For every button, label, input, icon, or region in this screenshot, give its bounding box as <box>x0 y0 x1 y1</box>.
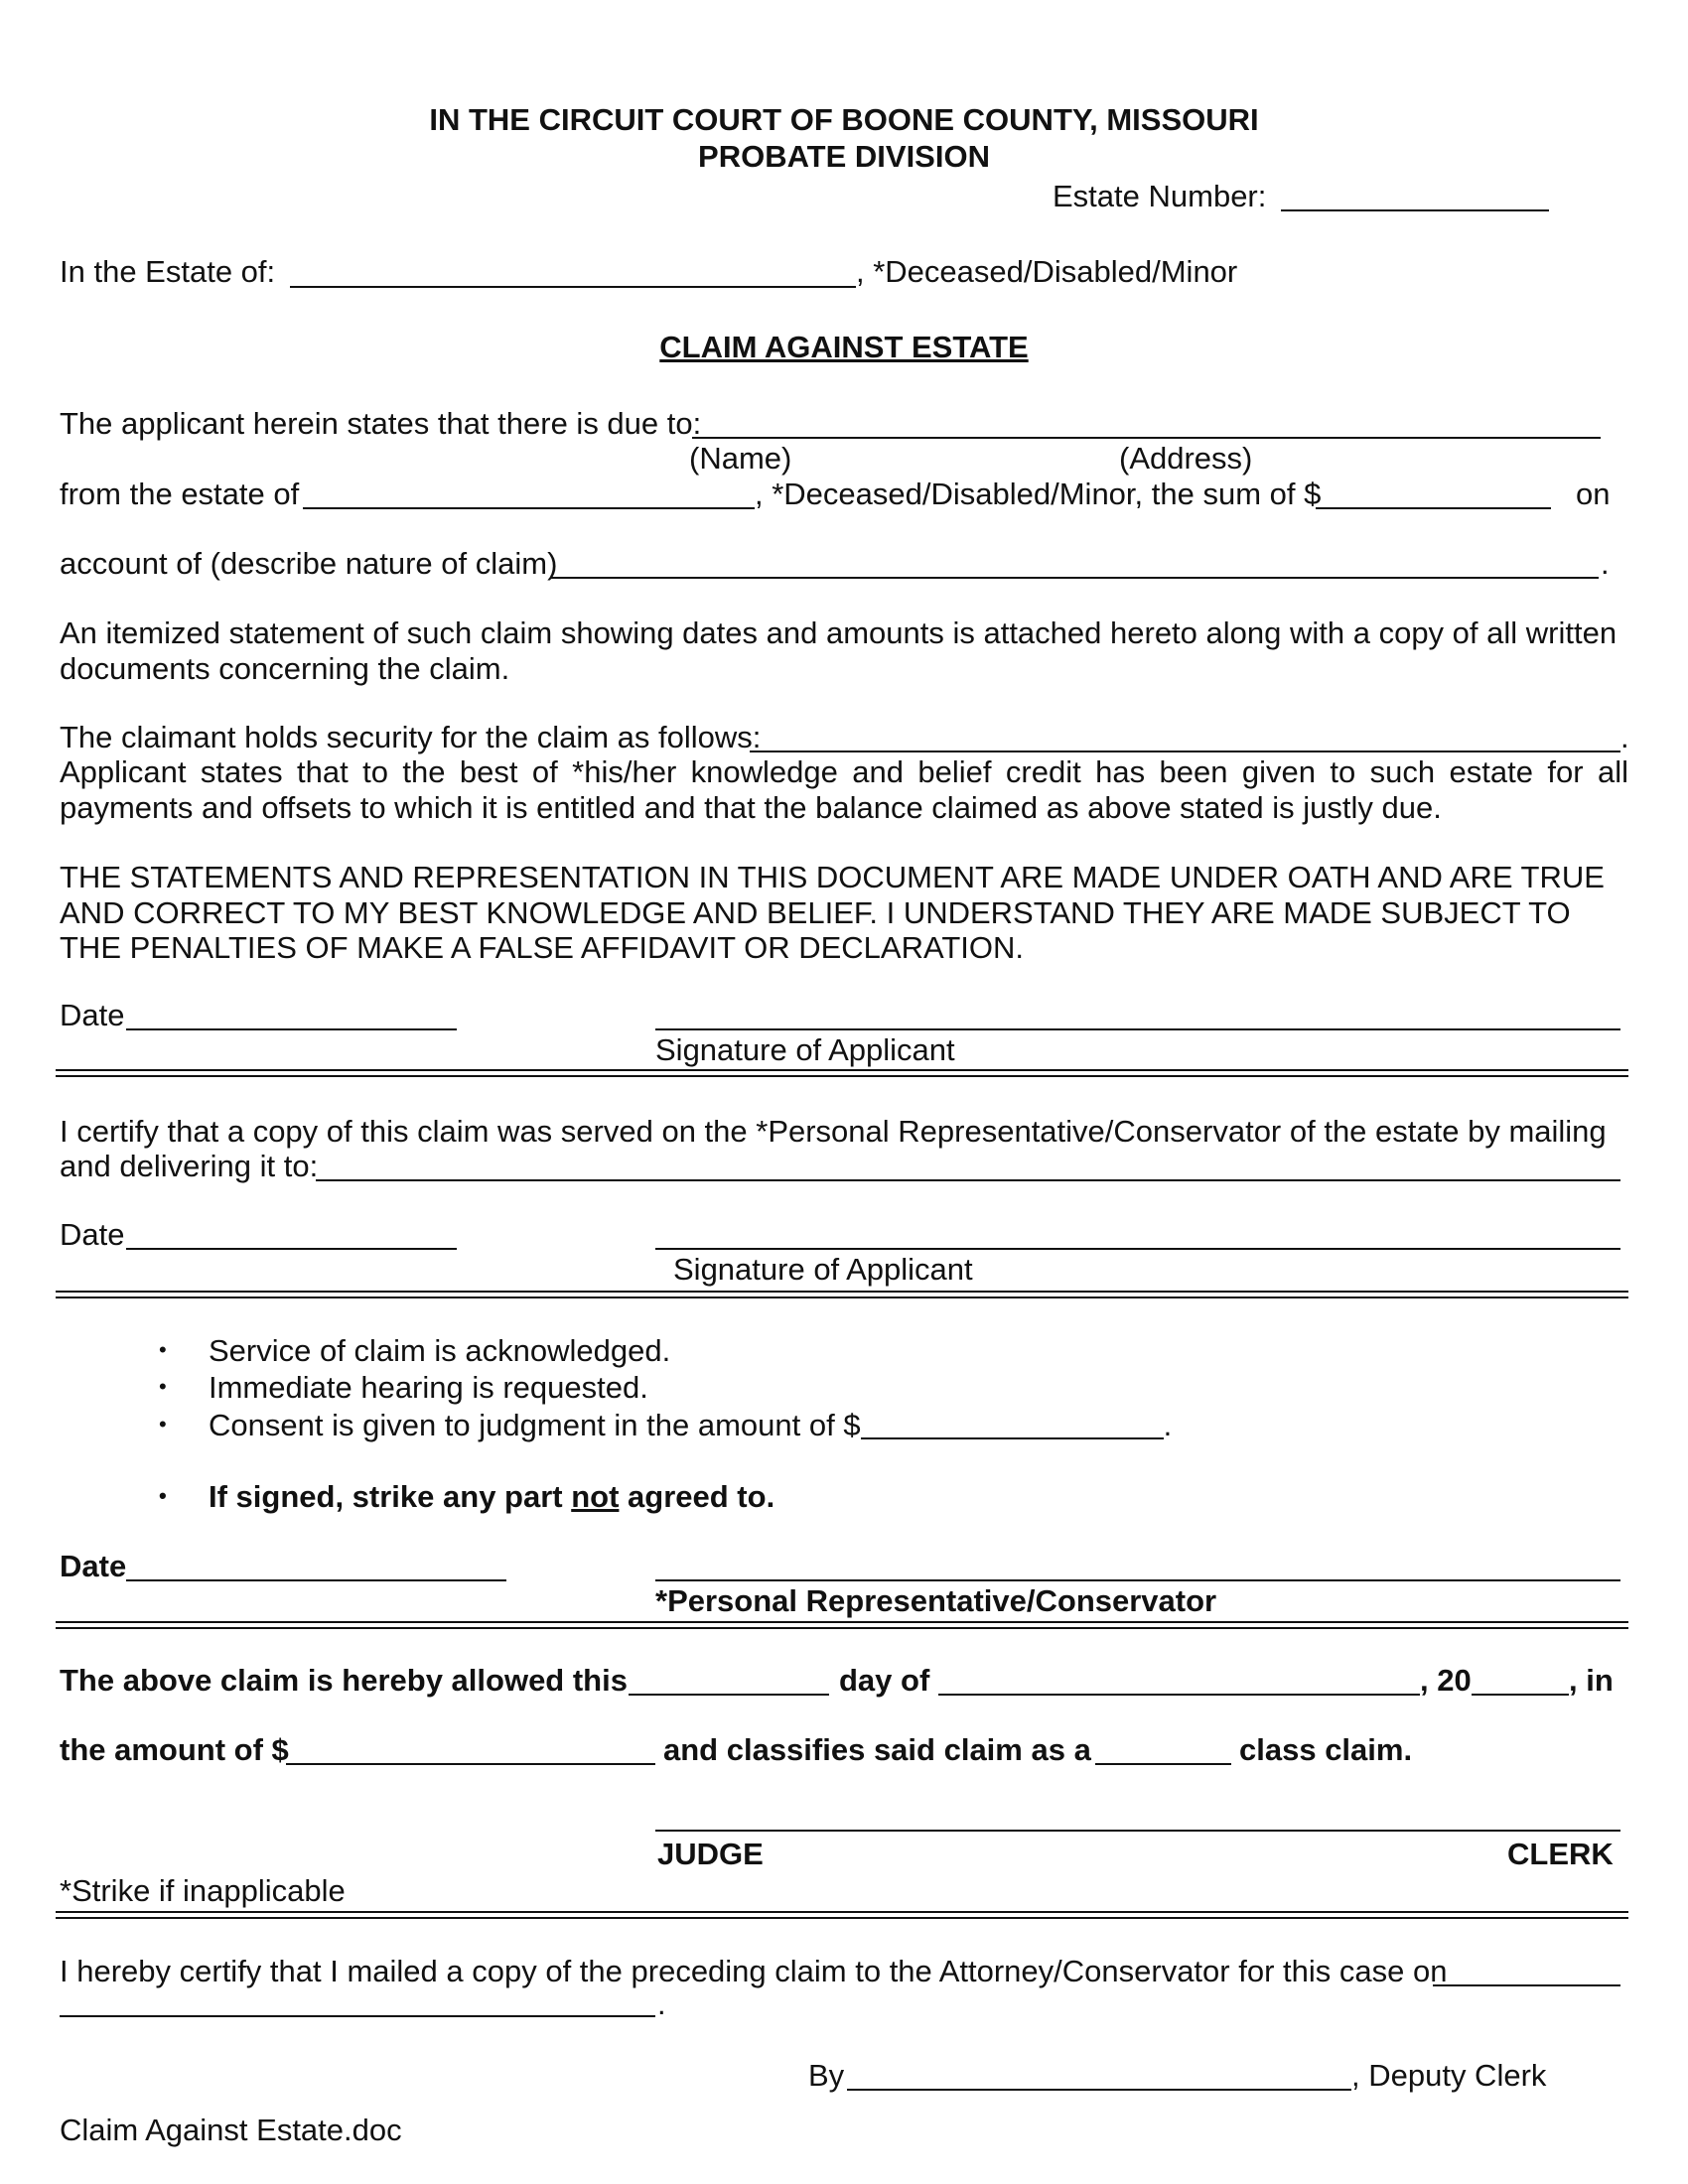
from-estate-field[interactable] <box>303 507 755 509</box>
document-title: CLAIM AGAINST ESTATE <box>659 330 1029 364</box>
in-label: , in <box>1569 1663 1614 1698</box>
sum-field[interactable] <box>1316 507 1551 509</box>
bullet-text: Consent is given to judgment in the amount of $ <box>209 1408 861 1442</box>
bullet-strike-instruction <box>159 1479 774 1515</box>
due-to-field[interactable] <box>692 437 1601 439</box>
mailing-date-field-cont[interactable] <box>60 2015 655 2017</box>
name-caption: (Name) <box>689 441 792 476</box>
account-period: . <box>1601 546 1610 581</box>
due-to-label: The applicant herein states that there is due to: <box>60 406 702 441</box>
signature-field-2[interactable] <box>655 1248 1620 1250</box>
class-claim-label: class claim. <box>1239 1732 1413 1767</box>
credit-statement: Applicant states that to the best of *his/her knowledge and belief credit has been given to such estate for all payments and offsets to which it is entitled and that the balance claimed as above stated is justly due. <box>60 754 1628 825</box>
strike-prefix: If signed, strike any part <box>209 1479 572 1514</box>
estate-number-label: Estate Number: <box>1053 179 1267 213</box>
bullet-hearing <box>159 1370 648 1406</box>
estate-of-label: In the Estate of: <box>60 254 276 289</box>
bullet-text: Immediate hearing is requested. <box>209 1370 648 1405</box>
divider-4 <box>56 1911 1628 1919</box>
clerk-label: CLERK <box>1507 1837 1614 1871</box>
bullet-icon: • <box>159 1337 167 1362</box>
delivering-label: and delivering it to: <box>60 1149 319 1183</box>
signature-field-1[interactable] <box>655 1028 1620 1030</box>
divider-2 <box>56 1291 1628 1298</box>
mailing-date-field[interactable] <box>1433 1984 1620 1986</box>
estate-status-label: , *Deceased/Disabled/Minor <box>856 254 1238 289</box>
security-field[interactable] <box>750 751 1620 752</box>
footer-filename: Claim Against Estate.doc <box>60 2113 402 2147</box>
allowed-label: The above claim is hereby allowed this <box>60 1663 628 1698</box>
account-field[interactable] <box>551 577 1599 579</box>
judge-signature-field[interactable] <box>655 1830 1620 1832</box>
deputy-clerk-field[interactable] <box>847 2089 1351 2091</box>
strike-note: *Strike if inapplicable <box>60 1873 346 1908</box>
bullet-text: Service of claim is acknowledged. <box>209 1333 671 1368</box>
signature-caption-3: *Personal Representative/Conservator <box>655 1583 1217 1618</box>
security-label: The claimant holds security for the claim as follows: <box>60 720 762 754</box>
judge-label: JUDGE <box>657 1837 764 1871</box>
allowed-month-field[interactable] <box>938 1694 1420 1696</box>
date-field-1[interactable] <box>126 1028 457 1030</box>
delivering-field[interactable] <box>316 1179 1620 1181</box>
by-label: By <box>808 2058 845 2093</box>
classifies-label: and classifies said claim as a <box>663 1732 1091 1767</box>
class-field[interactable] <box>1095 1763 1231 1765</box>
date-field-2[interactable] <box>126 1248 457 1250</box>
date-label-1: Date <box>60 998 125 1032</box>
amount-label: the amount of $ <box>60 1732 289 1767</box>
consent-amount-field[interactable] <box>861 1412 1164 1439</box>
date-label-2: Date <box>60 1217 125 1252</box>
bullet-consent <box>159 1408 1172 1443</box>
mailing-certify-label: I hereby certify that I mailed a copy of the preceding claim to the Attorney/Conservator for this case on <box>60 1954 1448 1988</box>
signature-caption-1: Signature of Applicant <box>655 1032 955 1067</box>
address-caption: (Address) <box>1119 441 1253 476</box>
deputy-clerk-label: , Deputy Clerk <box>1351 2058 1547 2093</box>
service-certify-text: I certify that a copy of this claim was served on the *Personal Representative/Conservator of the estate by mailing <box>60 1114 1607 1149</box>
sum-label: , *Deceased/Disabled/Minor, the sum of $ <box>755 477 1322 511</box>
bullet-acknowledged <box>159 1333 670 1369</box>
from-estate-label: from the estate of <box>60 477 300 511</box>
division-title: PROBATE DIVISION <box>698 139 990 174</box>
signature-caption-2: Signature of Applicant <box>673 1252 973 1287</box>
court-title: IN THE CIRCUIT COURT OF BOONE COUNTY, MISSOURI <box>429 102 1259 137</box>
divider-3 <box>56 1621 1628 1629</box>
mailing-period: . <box>657 1986 666 2021</box>
itemized-statement: An itemized statement of such claim showing dates and amounts is attached hereto along with a copy of all written documents concerning the claim. <box>60 615 1618 686</box>
security-period: . <box>1620 720 1629 754</box>
divider-1 <box>56 1069 1628 1077</box>
bullet-icon: • <box>159 1483 167 1508</box>
estate-number-field[interactable] <box>1281 209 1549 211</box>
strike-suffix: agreed to. <box>619 1479 775 1514</box>
date-label-3: Date <box>60 1549 127 1583</box>
date-field-3[interactable] <box>126 1579 506 1581</box>
allowed-year-field[interactable] <box>1472 1694 1569 1696</box>
estate-name-field[interactable] <box>290 286 856 288</box>
allowed-day-field[interactable] <box>629 1694 829 1696</box>
bullet-icon: • <box>159 1374 167 1399</box>
consent-period: . <box>1163 1408 1173 1442</box>
on-label: on <box>1576 477 1611 511</box>
day-of-label: day of <box>839 1663 930 1698</box>
signature-field-3[interactable] <box>655 1579 1620 1581</box>
strike-not: not <box>571 1479 620 1514</box>
allowed-amount-field[interactable] <box>286 1763 655 1765</box>
account-label: account of (describe nature of claim) <box>60 546 558 581</box>
year-prefix: , 20 <box>1420 1663 1472 1698</box>
bullet-icon: • <box>159 1412 167 1436</box>
oath-statement: THE STATEMENTS AND REPRESENTATION IN THIS DOCUMENT ARE MADE UNDER OATH AND ARE TRUE AND CORRECT TO MY BEST KNOWLEDGE AND BELIEF. I UNDERSTAND THEY ARE MADE SUBJECT TO THE PENALTIES OF MAKE A FALSE AFFIDAVIT OR DECLARATION. <box>60 860 1605 966</box>
